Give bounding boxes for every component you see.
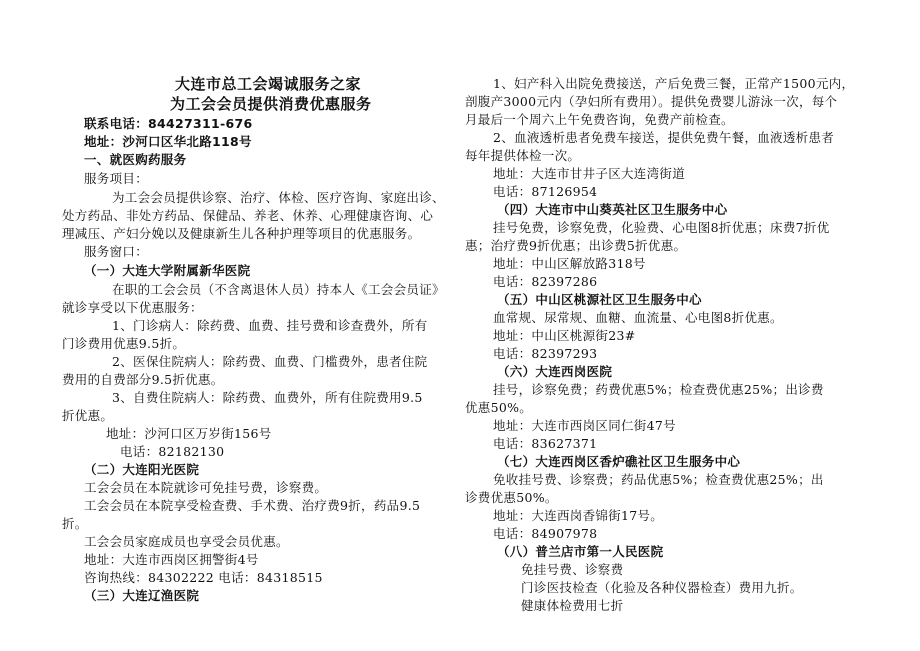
hospital-phone: 电话：82182130 <box>120 444 225 459</box>
hospital-line: 2、医保住院病人：除药费、血费、门槛费外，患者住院 <box>112 354 428 369</box>
hospital-line: 血常规、尿常规、血糖、血流量、心电图8折优惠。 <box>493 310 783 325</box>
hospital-line: 折。 <box>62 516 88 531</box>
hospital-address: 地址：沙河口区万岁街156号 <box>106 426 272 441</box>
hospital-line: 剖腹产3000元内（孕妇所有费用）。提供免费婴儿游泳一次，每个 <box>465 94 838 109</box>
hospital-line: 就诊享受以下优惠服务： <box>62 300 203 315</box>
title-line-2: 为工会会员提供消费优惠服务 <box>170 95 372 113</box>
hospital-line: 门诊医技检查（化验及各种仪器检查）费用九折。 <box>521 580 803 595</box>
hospital-line: 在职的工会会员（不含离退休人员）持本人《工会会员证》 <box>112 282 445 297</box>
hospital-line: 1、门诊病人：除药费、血费、挂号费和诊查费外，所有 <box>112 318 428 333</box>
main-address: 地址：沙河口区华北路118号 <box>84 134 252 149</box>
contact-phone: 联系电话：84427311-676 <box>84 116 253 131</box>
hospital-phone: 电话：82397286 <box>493 274 598 289</box>
service-window-label: 服务窗口： <box>84 244 149 259</box>
hospital-line: 工会会员在本院享受检查费、手术费、治疗费9折，药品9.5 <box>84 498 421 513</box>
service-intro-line: 处方药品、非处方药品、保健品、养老、休养、心理健康咨询、心 <box>62 208 434 223</box>
service-intro-line: 为工会会员提供诊察、治疗、体检、医疗咨询、家庭出诊、 <box>112 190 445 205</box>
hospital-address: 地址：大连市西岗区拥警街4号 <box>84 552 259 567</box>
hospital-line: 2、血液透析患者免费车接送，提供免费午餐，血液透析患者 <box>493 130 835 145</box>
hospital-line: 挂号，诊察免费；药费优惠5%；检查费优惠25%；出诊费 <box>493 382 824 397</box>
hospital-line: 工会会员在本院就诊可免挂号费，诊察费。 <box>84 480 328 495</box>
hospital-line: 诊费优惠50%。 <box>465 490 558 505</box>
hospital-phone: 电话：84907978 <box>493 526 598 541</box>
hospital-line: 惠；治疗费9折优惠；出诊费5折优惠。 <box>465 238 687 253</box>
hospital-address: 地址：中山区解放路318号 <box>493 256 646 271</box>
hospital-line: 每年提供体检一次。 <box>465 148 581 163</box>
hospital-line: 挂号免费，诊察免费，化验费、心电图8折优惠；床费7折优 <box>493 220 830 235</box>
hospital-address: 地址：大连市西岗区同仁街47号 <box>493 418 676 433</box>
hospital-heading: （八）普兰店市第一人民医院 <box>497 544 664 559</box>
hospital-heading: （四）大连市中山葵英社区卫生服务中心 <box>497 202 728 217</box>
hospital-heading: （二）大连阳光医院 <box>84 462 200 477</box>
hospital-address: 地址：中山区桃源街23# <box>493 328 636 343</box>
hospital-phone: 咨询热线：84302222 电话：84318515 <box>84 570 323 585</box>
hospital-line: 月最后一个周六上午免费咨询，免费产前检查。 <box>465 112 734 127</box>
hospital-line: 3、自费住院病人：除药费、血费外，所有住院费用9.5 <box>112 390 423 405</box>
hospital-line: 1、妇产科入出院免费接送，产后免费三餐，正常产1500元内， <box>493 76 855 91</box>
hospital-line: 优惠50%。 <box>465 400 533 415</box>
hospital-phone: 电话：83627371 <box>493 436 598 451</box>
hospital-line: 门诊费用优惠9.5折。 <box>62 336 186 351</box>
hospital-phone: 电话：82397293 <box>493 346 598 361</box>
hospital-heading: （三）大连辽渔医院 <box>84 588 200 603</box>
hospital-phone: 电话：87126954 <box>493 184 598 199</box>
hospital-line: 工会会员家庭成员也享受会员优惠。 <box>84 534 289 549</box>
hospital-address: 地址：大连西岗香锦街17号。 <box>493 508 664 523</box>
hospital-line: 健康体检费用七折 <box>521 598 624 613</box>
service-intro-line: 理减压、产妇分娩以及健康新生儿各种护理等项目的优惠服务。 <box>62 226 421 241</box>
hospital-heading: （五）中山区桃源社区卫生服务中心 <box>497 292 702 307</box>
hospital-line: 免收挂号费、诊察费；药品优惠5%；检查费优惠25%；出 <box>493 472 824 487</box>
hospital-line: 费用的自费部分9.5折优惠。 <box>62 372 224 387</box>
hospital-heading: （六）大连西岗医院 <box>497 364 613 379</box>
hospital-line: 免挂号费、诊察费 <box>521 562 624 577</box>
hospital-address: 地址：大连市甘井子区大连湾街道 <box>493 166 686 181</box>
title-line-1: 大连市总工会竭诚服务之家 <box>175 75 362 93</box>
hospital-heading: （一）大连大学附属新华医院 <box>84 263 251 278</box>
hospital-heading: （七）大连西岗区香炉礁社区卫生服务中心 <box>497 454 741 469</box>
hospital-line: 折优惠。 <box>62 408 114 423</box>
section-heading: 一、就医购药服务 <box>84 152 187 167</box>
service-items-label: 服务项目： <box>84 171 149 186</box>
